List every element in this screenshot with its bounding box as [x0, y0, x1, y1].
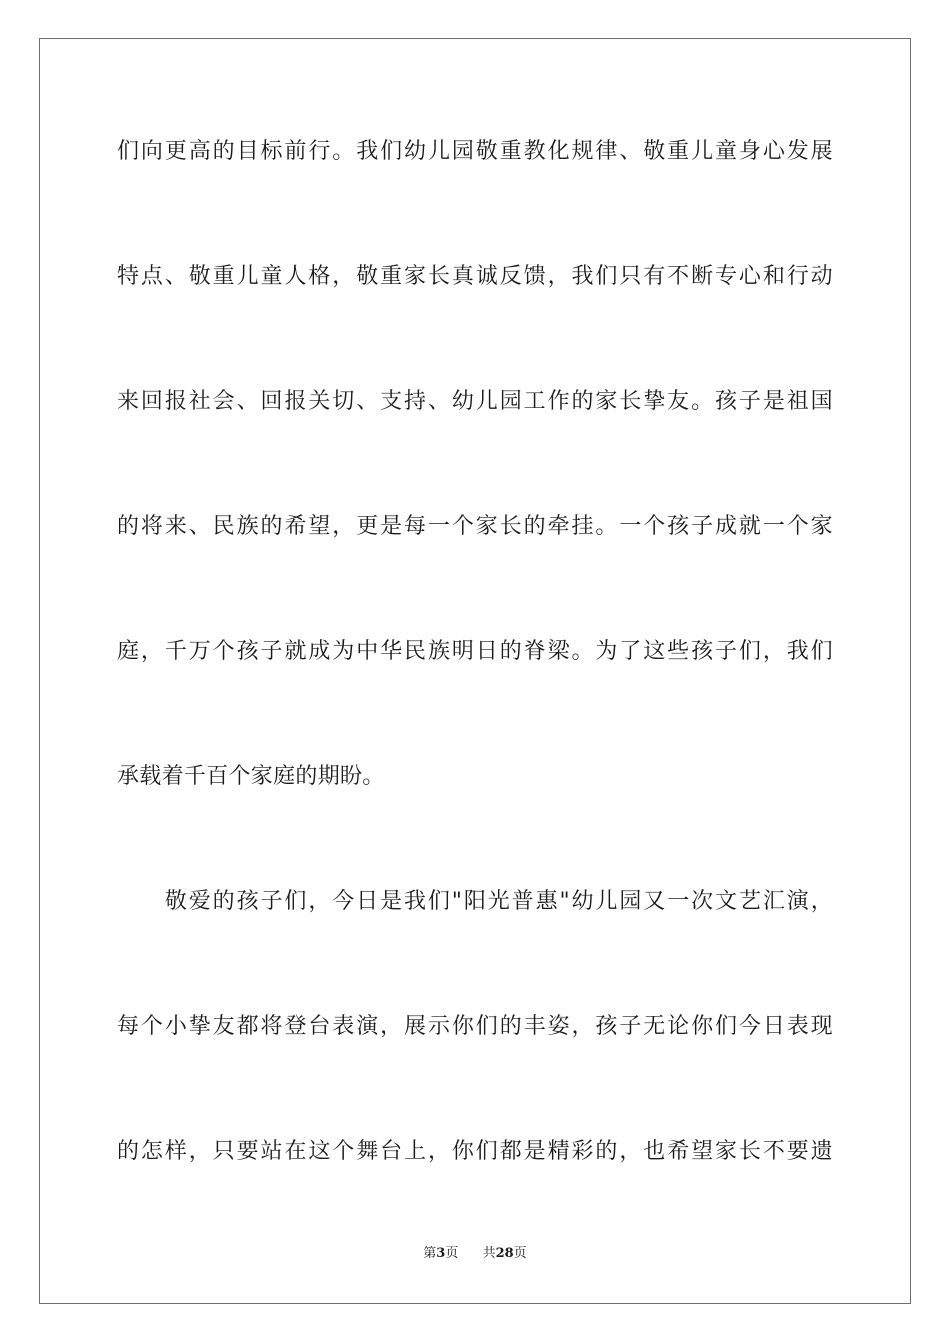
current-page-number: 3: [436, 1246, 446, 1261]
total-page-number: 28: [495, 1246, 514, 1261]
body-text-line-8: 每个小挚友都将登台表演，展示你们的丰姿，孩子无论你们今日表现: [117, 1014, 833, 1039]
body-text-line-4: 的将来、民族的希望，更是每一个家长的牵挂。一个孩子成就一个家: [117, 514, 833, 539]
body-text-line-5: 庭，千万个孩子就成为中华民族明日的脊梁。为了这些孩子们，我们: [117, 639, 833, 664]
page-footer: [0, 1246, 950, 1262]
total-pages-label: 共28页: [482, 1246, 527, 1261]
body-text-line-1: 们向更高的目标前行。我们幼儿园敬重教化规律、敬重儿童身心发展: [117, 139, 833, 164]
page-number-label: 第3页: [423, 1246, 459, 1261]
page-frame: [39, 38, 911, 1304]
body-text-line-7: 敬爱的孩子们，今日是我们"阳光普惠"幼儿园又一次文艺汇演，: [117, 889, 833, 914]
body-text-line-9: 的怎样，只要站在这个舞台上，你们都是精彩的，也希望家长不要遗: [117, 1139, 833, 1164]
body-text-line-2: 特点、敬重儿童人格，敬重家长真诚反馈，我们只有不断专心和行动: [117, 264, 833, 289]
body-text-line-6: 承载着千百个家庭的期盼。: [117, 764, 385, 789]
body-text-line-3: 来回报社会、回报关切、支持、幼儿园工作的家长挚友。孩子是祖国: [117, 389, 833, 414]
